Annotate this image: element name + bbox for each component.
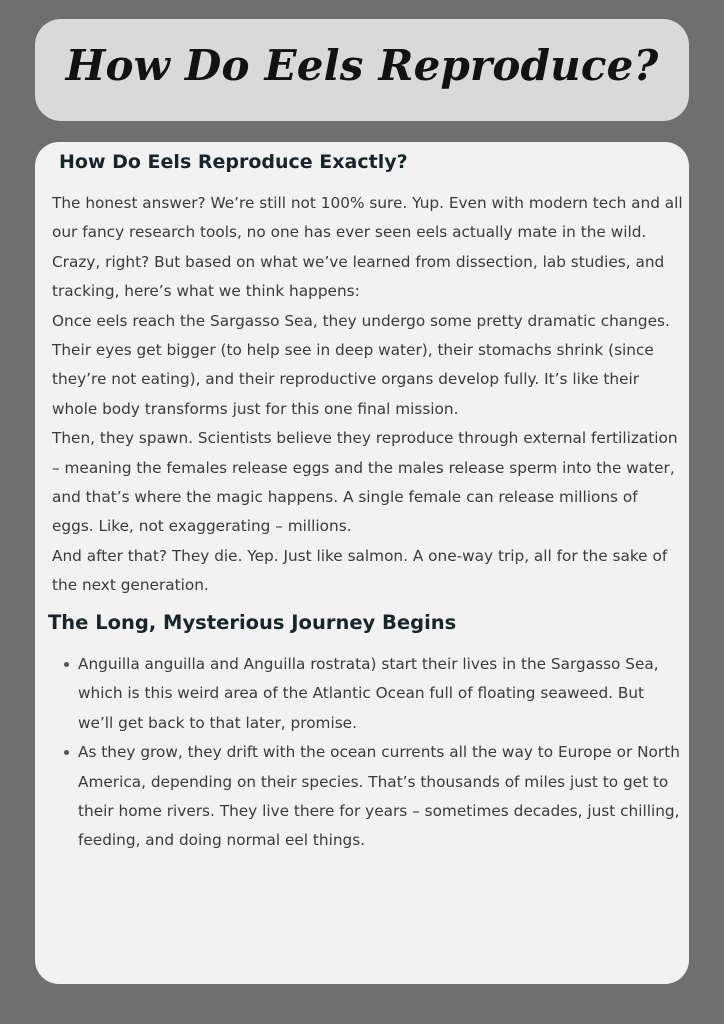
list-item-text: Anguilla anguilla and Anguilla rostrata) start their lives in the Sargasso Sea, which is this weird area of the Atlantic Ocean full of floating seaweed. But we’ll get back to that later, promise. (78, 655, 659, 732)
page-title: How Do Eels Reproduce? (65, 40, 659, 90)
content-card (35, 142, 689, 984)
bullet-icon (64, 750, 69, 755)
list-item-text: As they grow, they drift with the ocean currents all the way to Europe or North America, depending on their species. That’s thousands of miles just to get to their home rivers. They live there for years – sometimes decades, just chilling, feeding, and doing normal eel things. (78, 743, 680, 850)
section-heading-reproduce: How Do Eels Reproduce Exactly? (59, 151, 408, 173)
bullet-icon (64, 662, 69, 667)
list-item (52, 738, 684, 856)
list-item (52, 650, 684, 738)
paragraph: Once eels reach the Sargasso Sea, they undergo some pretty dramatic changes. Their eyes get bigger (to help see in deep water), their stomachs shrink (since they’re not eating), and their reproductive organs develop fully. It’s like their whole body transforms just for this one final mission. (52, 311, 670, 418)
bullet-list (52, 650, 684, 856)
paragraph: The honest answer? We’re still not 100% sure. Yup. Even with modern tech and all our fancy research tools, no one has ever seen eels actually mate in the wild. Crazy, right? But based on what we’ve learned from dissection, lab studies, and tracking, here’s what we think happens: (52, 194, 683, 301)
section-body (52, 189, 684, 601)
section-heading-journey: The Long, Mysterious Journey Begins (48, 611, 457, 634)
paragraph: And after that? They die. Yep. Just like salmon. A one-way trip, all for the sake of the next generation. (52, 546, 668, 595)
paragraph: Then, they spawn. Scientists believe they reproduce through external fertilization – meaning the females release eggs and the males release sperm into the water, and that’s where the magic happens. A single female can release millions of eggs. Like, not exaggerating – millions. (52, 429, 678, 536)
title-banner (35, 19, 689, 121)
